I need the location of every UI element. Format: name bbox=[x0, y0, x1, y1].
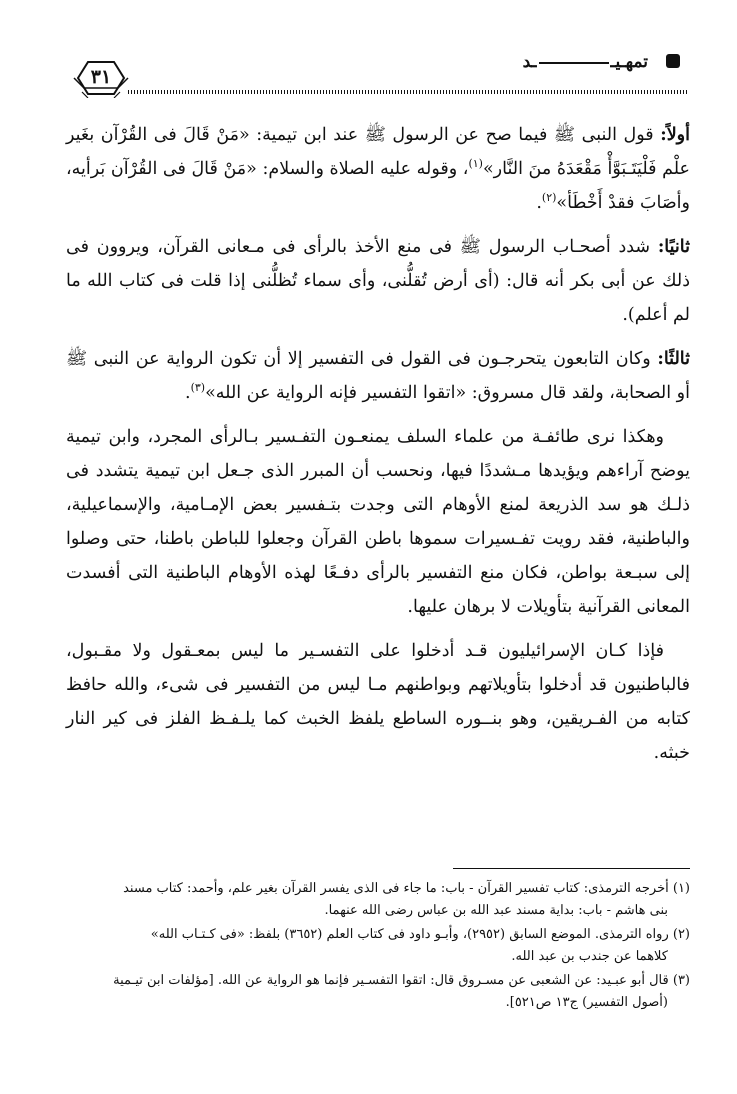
footnote-ref: (١) bbox=[468, 157, 483, 171]
page-number-badge bbox=[72, 58, 130, 98]
header-rule bbox=[128, 90, 688, 94]
footnote-3: (٣) قال أبو عبـيد: عن الشعبى عن مسـروق قال: اتقوا التفسـير فإنما هو الرواية عن الله. [مؤلفات ابن تيـمية (أصول التفسير) ج١٣ ص٥٢١]. bbox=[113, 973, 690, 1010]
paragraph-fourth: وهكذا نرى طائفـة من علماء السلف يمنعـون التفـسير بـالرأى المجرد، وابن تيمية يوضح آراءهم ويؤيدها مـشددًا فيها، ونحسب أن المبرر الذى جـعل ابن تيمية يتشدد فى ذلـك هو سد الذريعة لمنع الأوهام التى وجدت بتـفسير بعض الإمـامية، والإسماعيلية، والباطنية، فقد رويت تفـسيرات سموها باطن القرآن وجعلوا للباطن باطنا، حتى وصلوا إلى سبـعة بواطن، فكان منع التفسير بالرأى دفـعًا لهذه الأوهام الباطنية التى أفسدت المعانى القرآنية بتأويلات لا برهان عليها. bbox=[66, 427, 690, 617]
main-text bbox=[66, 118, 690, 780]
paragraph-fifth: فإذا كـان الإسرائيليون قـد أدخلوا على التفسـير ما ليس بمعـقول ولا مقـبول، فالباطنيون قد أدخلوا بتأويلاتهم وبواطنهم مـا ليس من التفسير فى شىء، والله حافظ كتابه من الفـريقين، وهو بنــوره الساطع يلفظ الخبث كما يلـفـظ الفلز فى كير النار خبثه. bbox=[66, 641, 690, 763]
header-ornament-icon bbox=[666, 54, 680, 68]
footnotes bbox=[66, 878, 690, 1016]
paragraph-lead: أولاً: bbox=[660, 125, 690, 145]
paragraph-second: ثانيًا: شدد أصحـاب الرسول ﷺ فى منع الأخذ بالرأى فى مـعانى القرآن، ويروون فى ذلك عن أبى بكر أنه قال: (أى أرض تُقلُّنى، وأى سماء تُظلُّنى إذا قلت فى كتاب الله ما لم أعلم). bbox=[66, 237, 690, 325]
footnote-ref: (٣) bbox=[190, 381, 206, 395]
paragraph-lead: ثانيًا: bbox=[657, 237, 690, 257]
paragraph-first: أولاً: قول النبى ﷺ فيما صح عن الرسول ﷺ عند ابن تيمية: «مَنْ قَالَ فى القُرْآن بغَير علْم فَلْيَتَـبَوَّأْ مَقْعَدَهُ منَ النَّار»$^{(١)}$، وقوله عليه الصلاة والسلام: «مَنْ قَالَ فى القُرْآن بَرأيه، وأصَابَ فقدْ أَخْطَأ»$^{(٢)}$. bbox=[66, 125, 690, 213]
footnote-ref: (٢) bbox=[541, 191, 557, 205]
paragraph-lead: ثالثًا: bbox=[657, 349, 690, 369]
footnote-separator bbox=[453, 868, 690, 869]
running-head-title: تمهـيــد bbox=[522, 52, 648, 72]
paragraph-third: ثالثًا: وكان التابعون يتحرجـون فى القول فى التفسير إلا أن تكون الرواية عن النبى ﷺ أو الصحابة، ولقد قال مسروق: «اتقوا التفسير فإنه الرواية عن الله»$^{(٣)}$. bbox=[66, 349, 690, 403]
footnote-2: (٢) رواه الترمذى. الموضع السابق (٢٩٥٢)، وأبـو داود فى كتاب العلم (٣٦٥٢) بلفظ: «فى كـتـاب الله» كلاهما عن جندب بن عبد الله. bbox=[150, 927, 690, 964]
footnote-1: (١) أخرجه الترمذى: كتاب تفسير القرآن - باب: ما جاء فى الذى يفسر القرآن بغير علم، وأحمد: كتاب مسند بنى هاشم - باب: بداية مسند عبد الله بن عباس رضى الله عنهما. bbox=[123, 881, 690, 918]
page-number: ٣١ bbox=[90, 66, 112, 88]
page-header bbox=[68, 44, 688, 106]
